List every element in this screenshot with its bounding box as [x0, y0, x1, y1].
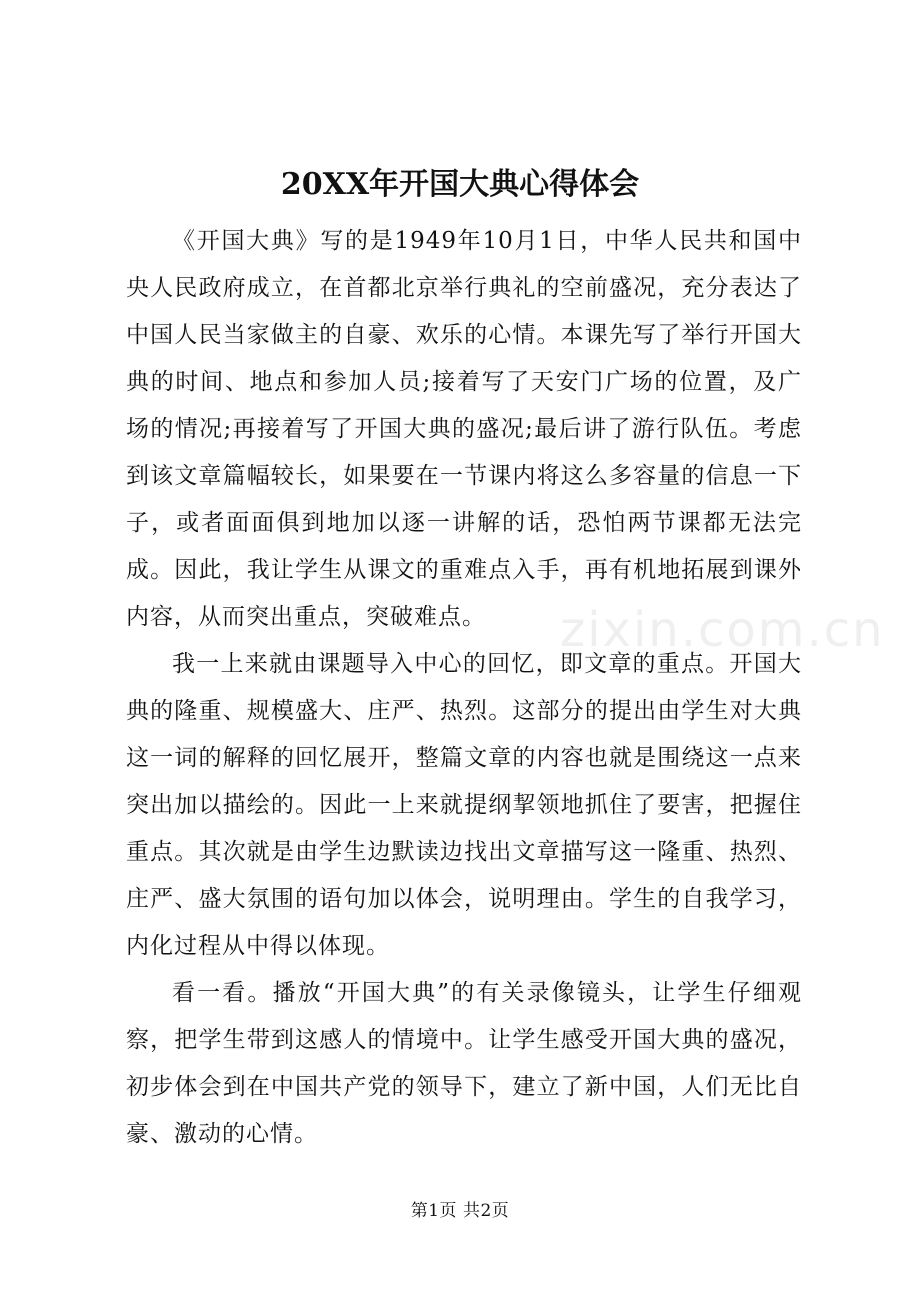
- page-footer: 第1页 共2页: [410, 1201, 510, 1221]
- watermark: zixin.com.cn: [560, 602, 885, 658]
- paragraph-3: 看一看。播放“开国大典”的有关录像镜头，让学生仔细观察，把学生带到这感人的情境中。让学生感受开国大典的盛况，初步体会到在中国共产党的领导下，建立了新中国，人们无比自豪、激动的心情。: [126, 980, 802, 1147]
- paragraph-1: 《开国大典》写的是1949年10月1日，中华人民共和国中央人民政府成立，在首都北京举行典礼的空前盛况，充分表达了中国人民当家做主的自豪、欢乐的心情。本课先写了举行开国大典的时间、地点和参加人员;接着写了天安门广场的位置，及广场的情况;再接着写了开国大典的盛况;最后讲了游行队伍。考虑到该文章篇幅较长，如果要在一节课内将这么多容量的信息一下子，或者面面俱到地加以逐一讲解的话，恐怕两节课都无法完成。因此，我让学生从课文的重难点入手，再有机地拓展到课外内容，从而突出重点，突破难点。: [126, 228, 802, 630]
- document-title: 20XX年开国大典心得体会: [280, 167, 640, 202]
- paragraph-2: 我一上来就由课题导入中心的回忆，即文章的重点。开国大典的隆重、规模盛大、庄严、热烈。这部分的提出由学生对大典这一词的解释的回忆展开，整篇文章的内容也就是围绕这一点来突出加以描绘的。因此一上来就提纲挈领地抓住了要害，把握住重点。其次就是由学生边默读边找出文章描写这一隆重、热烈、庄严、盛大氛围的语句加以体会，说明理由。学生的自我学习，内化过程从中得以体现。: [126, 651, 802, 959]
- document-body: [126, 218, 802, 1158]
